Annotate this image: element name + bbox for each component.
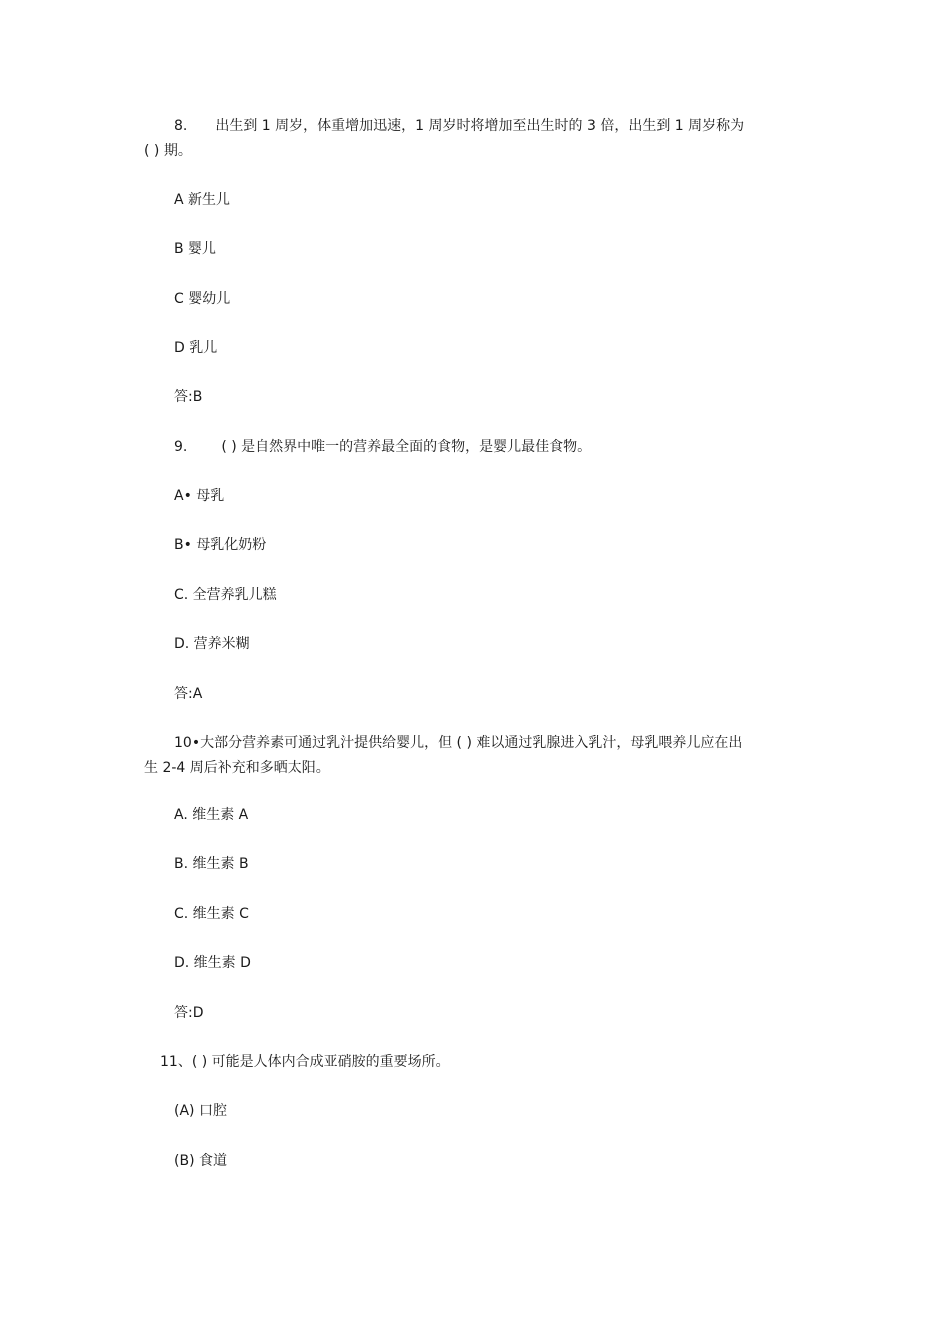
question-10-line2: 生 2-4 周后补充和多晒太阳。 <box>144 760 330 776</box>
question-10-line1 <box>174 733 742 753</box>
option-b: B 婴儿 <box>174 241 217 257</box>
option-b: B. 维生素 B <box>174 856 249 872</box>
option-b: (B) 食道 <box>174 1153 227 1169</box>
question-number: 11、 <box>160 1054 192 1070</box>
answer: 答:D <box>174 1005 204 1021</box>
option-b: B• 母乳化奶粉 <box>174 537 267 553</box>
question-8-line1 <box>174 116 744 136</box>
option-c: C 婴幼儿 <box>174 291 231 307</box>
question-text: ( ) 是自然界中唯一的营养最全面的食物，是婴儿最佳食物。 <box>221 439 592 455</box>
option-d: D. 维生素 D <box>174 955 251 971</box>
option-d: D. 营养米糊 <box>174 636 250 652</box>
question-8-line2: ( ) 期。 <box>144 143 192 159</box>
question-number: 8. <box>174 118 188 134</box>
option-a: A• 母乳 <box>174 488 225 504</box>
answer: 答:B <box>174 389 203 405</box>
option-a: A 新生儿 <box>174 192 231 208</box>
option-d: D 乳儿 <box>174 340 218 356</box>
question-number: 10• <box>174 735 201 751</box>
question-number: 9. <box>174 439 188 455</box>
question-9-line1 <box>174 437 591 457</box>
question-text: 大部分营养素可通过乳汁提供给婴儿，但 ( ) 难以通过乳腺进入乳汁，母乳喂养儿应在出 <box>200 735 743 751</box>
question-11-line1 <box>160 1052 450 1072</box>
answer: 答:A <box>174 686 203 702</box>
option-c: C. 全营养乳儿糕 <box>174 587 277 603</box>
option-a: A. 维生素 A <box>174 807 249 823</box>
question-text: 出生到 1 周岁，体重增加迅速，1 周岁时将增加至出生时的 3 倍，出生到 1 周岁称为 <box>215 118 745 134</box>
question-text: ( ) 可能是人体内合成亚硝胺的重要场所。 <box>191 1054 450 1070</box>
option-c: C. 维生素 C <box>174 906 249 922</box>
option-a: (A) 口腔 <box>174 1103 227 1119</box>
